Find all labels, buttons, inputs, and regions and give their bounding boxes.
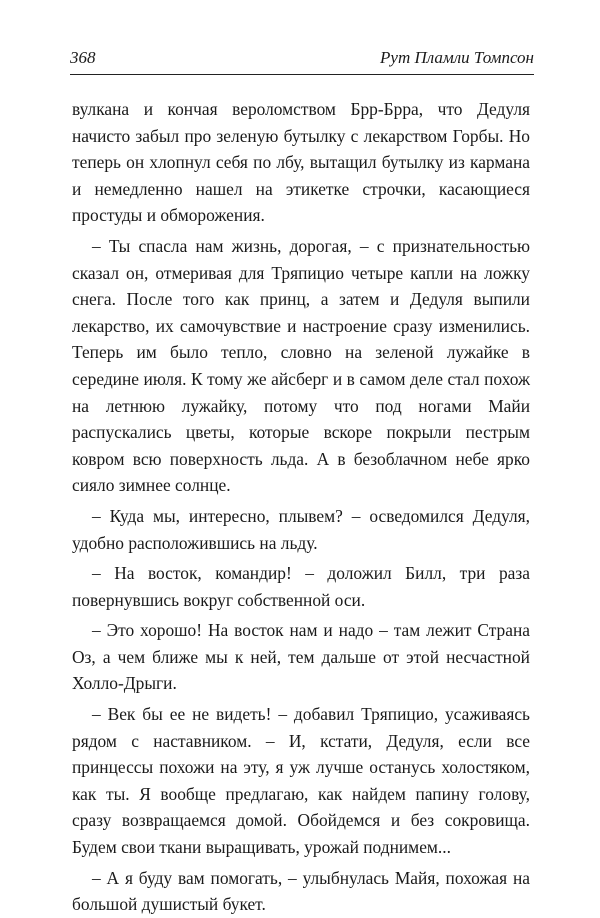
body-text (72, 96, 530, 918)
page-header (70, 42, 534, 75)
paragraph: – Ты спасла нам жизнь, дорогая, – с признательностью сказал он, отмеривая для Тряпицио четыре капли на ложку снега. После того как принц, а затем и Дедуля выпили лекарство, их самочувствие и настроение сразу изменились. Теперь им было тепло, словно на зеленой лужайке в середине июля. К тому же айсберг и в самом деле стал похож на летнюю лужайку, потому что под ногами Майи распускались цветы, которые вскоре покрыли пестрым ковром всю поверхность льда. А в безоблачном небе ярко сияло зимнее солнце. (72, 235, 530, 496)
paragraph: вулкана и кончая вероломством Брр-Брра, что Дедуля начисто забыл про зеленую бутылку с лекарством Горбы. Но теперь он хлопнул себя по лбу, вытащил бутылку из кармана и немедленно нашел на этикетке строчки, касающиеся простуды и обморожения. (72, 99, 530, 226)
running-title: Рут Пламли Томпсон (380, 48, 534, 67)
paragraph: – Это хорошо! На восток нам и надо – там лежит Страна Оз, а чем ближе мы к ней, тем дальше от этой несчастной Холло-Дрыги. (72, 620, 530, 694)
paragraph: – На восток, командир! – доложил Билл, три раза повернувшись вокруг собственной оси. (72, 563, 530, 610)
page-number: 368 (70, 48, 96, 67)
paragraph: – Век бы ее не видеть! – добавил Тряпицио, усаживаясь рядом с наставником. – И, кстати, Дедуля, если все принцессы похожи на эту, я уж лучше останусь холостяком, как ты. Я вообще предлагаю, как найдем папину голову, сразу возвращаемся домой. Обойдемся и без сокровища. Будем свои ткани выращивать, урожай поднимем... (72, 704, 530, 858)
paragraph: – А я буду вам помогать, – улыбнулась Майя, похожая на большой душистый букет. (72, 867, 530, 915)
paragraph: – Куда мы, интересно, плывем? – осведомился Дедуля, удобно расположившись на льду. (72, 505, 530, 553)
